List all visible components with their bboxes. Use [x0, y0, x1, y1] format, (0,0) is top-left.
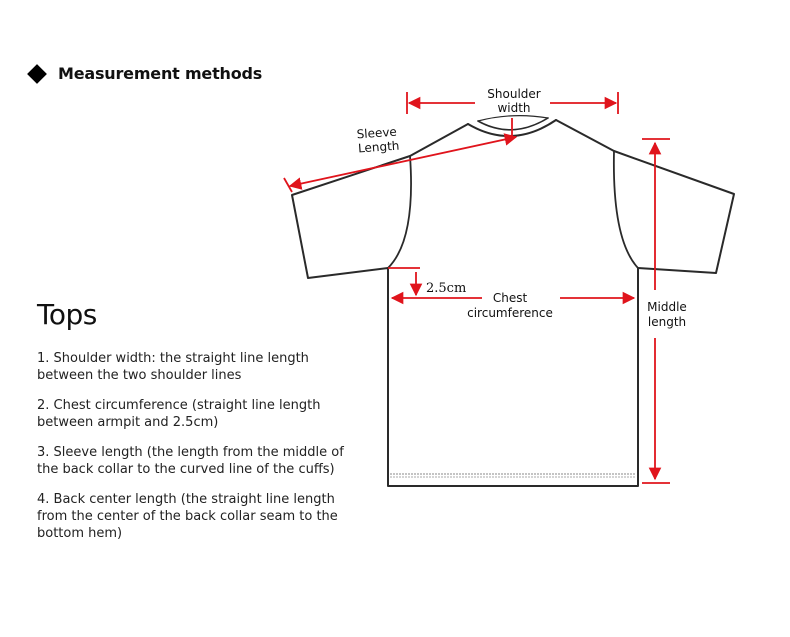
- section-title: Tops: [37, 298, 97, 331]
- offset-label: 2.5cm: [426, 281, 467, 296]
- shoulder-label-line2: width: [497, 101, 531, 115]
- note-back-center-length: 4. Back center length (the straight line length from the center of the back collar seam to the bottom hem): [37, 492, 338, 541]
- left-armhole: [388, 156, 411, 268]
- sleeve-label-line1: Sleeve: [356, 124, 398, 142]
- middle-label-line1: Middle: [647, 300, 687, 314]
- collar-inner: [478, 118, 548, 130]
- sleeve-label-line2: Length: [357, 138, 400, 156]
- note-chest-circumference: 2. Chest circumference (straight line length between armpit and 2.5cm): [37, 398, 321, 430]
- collar-back: [478, 116, 548, 121]
- right-armhole: [614, 151, 638, 268]
- chest-label-line2: circumference: [467, 306, 553, 320]
- note-sleeve-length: 3. Sleeve length (the length from the middle of the back collar to the curved line of the cuffs): [37, 445, 344, 477]
- note-shoulder-width: 1. Shoulder width: the straight line length between the two shoulder lines: [37, 351, 309, 383]
- header-title: Measurement methods: [58, 64, 263, 83]
- middle-label-line2: length: [647, 315, 687, 329]
- chest-label-line1: Chest: [492, 291, 528, 305]
- shoulder-label-line1: Shoulder: [487, 87, 541, 101]
- sleeve-arrow: [290, 137, 516, 186]
